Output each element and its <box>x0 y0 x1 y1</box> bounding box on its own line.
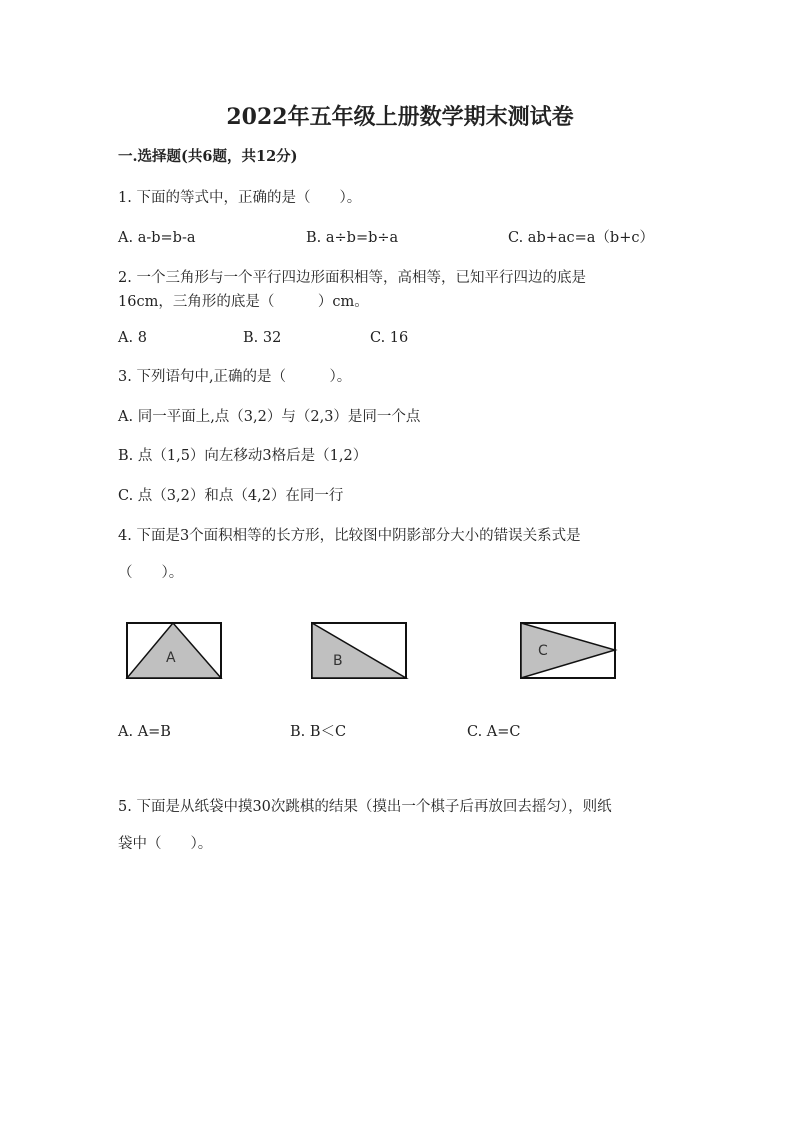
page-title: 2022年五年级上册数学期末测试卷 <box>226 104 574 130</box>
question-2-option-a[interactable]: A. 8 <box>118 330 147 346</box>
question-3-stem: 3. 下列语句中,正确的是（ ）。 <box>118 369 352 385</box>
figure-label-c: C <box>538 643 548 659</box>
question-1-option-c[interactable]: C. ab+ac=a（b+c） <box>508 230 654 246</box>
question-4-stem-line2: （ ）。 <box>118 565 184 581</box>
question-2-stem-line2: 16cm，三角形的底是（ ）cm。 <box>118 294 369 310</box>
question-3-option-c[interactable]: C. 点（3,2）和点（4,2）在同一行 <box>118 488 344 504</box>
question-2-stem-line1: 2. 一个三角形与一个平行四边形面积相等，高相等，已知平行四边的底是 <box>118 270 586 286</box>
question-3-option-b[interactable]: B. 点（1,5）向左移动3格后是（1,2） <box>118 448 368 464</box>
question-2-option-b[interactable]: B. 32 <box>243 330 282 346</box>
figure-rectangle-a <box>126 622 222 680</box>
figure-rectangle-c <box>520 622 616 680</box>
figure-label-b: B <box>333 653 343 669</box>
figure-rectangle-b <box>311 622 407 680</box>
question-4-stem-line1: 4. 下面是3个面积相等的长方形，比较图中阴影部分大小的错误关系式是 <box>118 528 581 544</box>
question-4-option-a[interactable]: A. A=B <box>118 724 171 740</box>
question-1-stem: 1. 下面的等式中，正确的是（ ）。 <box>118 190 362 206</box>
question-2-option-c[interactable]: C. 16 <box>370 330 409 346</box>
question-1-option-a[interactable]: A. a-b=b-a <box>118 230 196 246</box>
question-5-stem-line1: 5. 下面是从纸袋中摸30次跳棋的结果（摸出一个棋子后再放回去摇匀），则纸 <box>118 799 612 815</box>
question-1-option-b[interactable]: B. a÷b=b÷a <box>306 230 399 246</box>
question-4-option-b[interactable]: B. B＜C <box>290 724 347 740</box>
question-3-option-a[interactable]: A. 同一平面上,点（3,2）与（2,3）是同一个点 <box>118 409 421 425</box>
question-4-option-c[interactable]: C. A=C <box>467 724 521 740</box>
figure-label-a: A <box>166 650 176 666</box>
question-5-stem-line2: 袋中（ ）。 <box>118 836 213 852</box>
section-heading: 一.选择题(共6题，共12分) <box>118 148 298 165</box>
